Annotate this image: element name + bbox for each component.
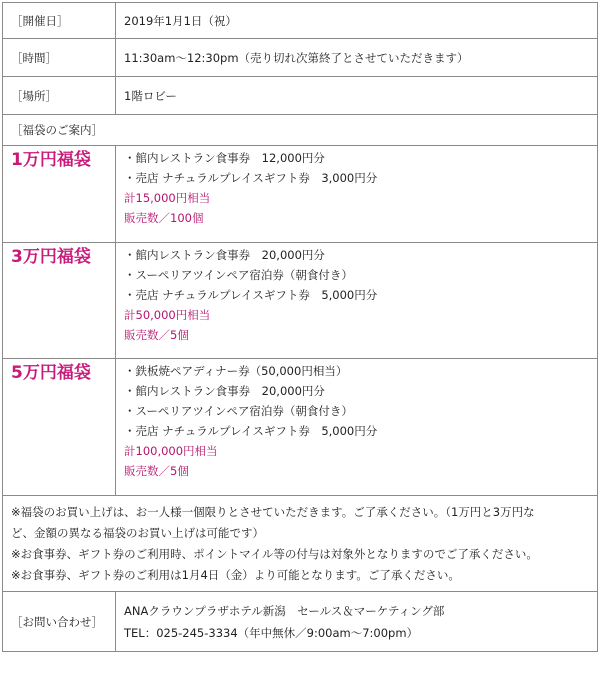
place-label: ［場所］ [3,77,116,115]
bag-3-details [116,359,598,496]
row-bag-2 [3,243,598,359]
row-place [3,77,598,115]
note-line: ※お食事券、ギフト券のご利用時、ポイントマイル等の付与は対象外となりますのでご了承ください。 [11,546,538,561]
note-line: ※福袋のお買い上げは、お一人様一個限りとさせていただきます。ご了承ください。（1万円と3万円な [11,504,535,519]
date-value: 2019年1月1日（祝） [116,3,598,39]
guide-header: ［福袋のご案内］ [3,115,598,146]
time-label: ［時間］ [3,39,116,77]
bag-2-item: ・館内レストラン食事券 20,000円分 [124,248,325,262]
event-info-table [2,2,598,671]
bag-1-details [116,146,598,243]
note-line: ど、金額の異なる福袋のお買い上げは可能です） [11,525,264,540]
date-label: ［開催日］ [3,3,116,39]
bag-2-details [116,243,598,359]
bag-3-count: 販売数／5個 [124,464,189,478]
row-time [3,39,598,77]
bag-1-item: ・館内レストラン食事券 12,000円分 [124,151,325,165]
bag-3-item: ・売店 ナチュラルプレイスギフト券 5,000円分 [124,424,378,438]
bag-2-count: 販売数／5個 [124,328,189,342]
row-bag-1 [3,146,598,243]
notes-cell [3,496,598,592]
row-notes [3,496,598,592]
note-line: ※お食事券、ギフト券のご利用は1月4日（金）より可能となります。ご了承ください。 [11,567,460,582]
contact-line: ANAクラウンプラザホテル新潟 セールス＆マーケティング部 [124,603,445,618]
bag-1-name: 1万円福袋 [11,150,91,170]
row-guide-header [3,115,598,146]
bag-2-name: 3万円福袋 [11,247,91,267]
row-contact [3,592,598,652]
row-date [3,3,598,39]
bag-3-item: ・館内レストラン食事券 20,000円分 [124,384,325,398]
place-value: 1階ロビー [116,77,598,115]
bag-1-item: ・売店 ナチュラルプレイスギフト券 3,000円分 [124,171,378,185]
bag-3-name: 5万円福袋 [11,363,91,383]
contact-line: TEL：025-245-3334（年中無休／9:00am～7:00pm） [124,625,419,640]
bag-3-item: ・スーペリアツインペア宿泊券（朝食付き） [124,404,353,418]
bag-2-item: ・売店 ナチュラルプレイスギフト券 5,000円分 [124,288,378,302]
bag-1-count: 販売数／100個 [124,211,204,225]
bag-1-total: 計15,000円相当 [124,191,211,205]
bag-3-total: 計100,000円相当 [124,444,218,458]
contact-label: ［お問い合わせ］ [3,592,116,652]
bag-2-total: 計50,000円相当 [124,308,211,322]
bag-2-item: ・スーペリアツインペア宿泊券（朝食付き） [124,268,353,282]
bag-3-item: ・鉄板焼ペアディナー券（50,000円相当） [124,364,348,378]
contact-details [116,592,598,652]
row-bag-3 [3,359,598,496]
time-value: 11:30am～12:30pm（売り切れ次第終了とさせていただきます） [116,39,598,77]
